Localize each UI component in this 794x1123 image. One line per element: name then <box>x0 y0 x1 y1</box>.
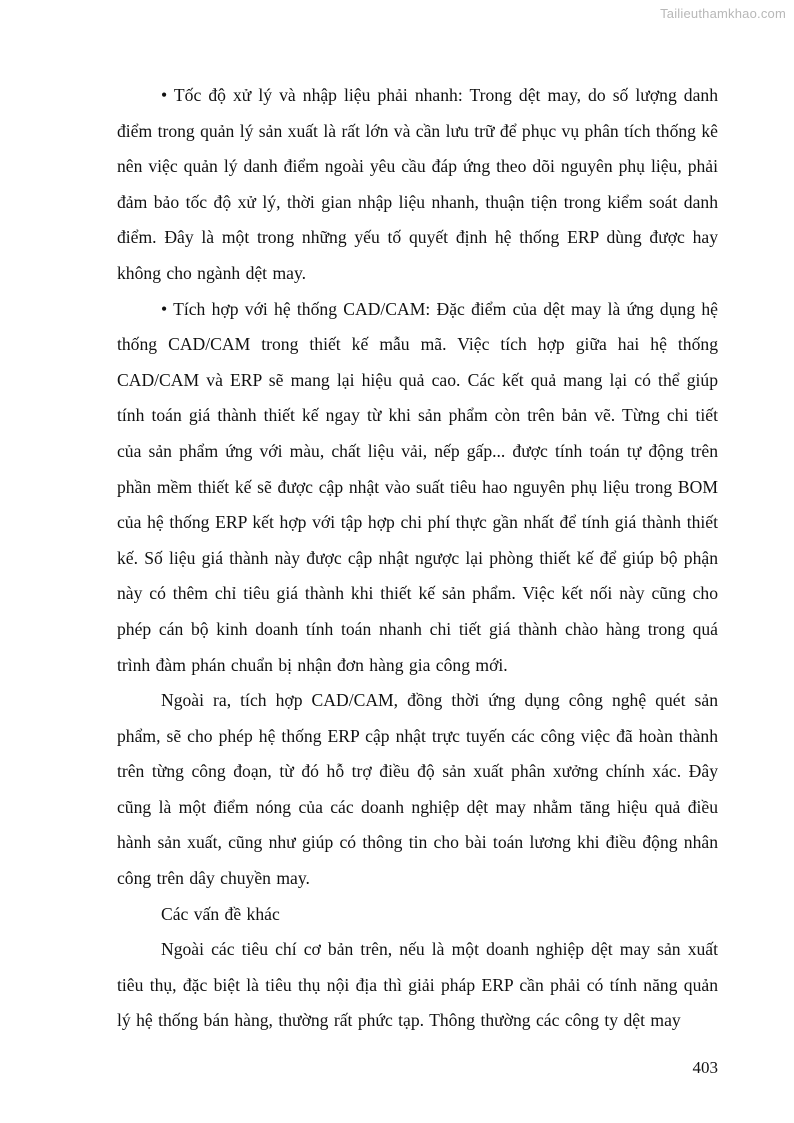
paragraph-cad-cam-integration: • Tích hợp với hệ thống CAD/CAM: Đặc điểm của dệt may là ứng dụng hệ thống CAD/CAM trong thiết kế mẫu mã. Việc tích hợp giữa hai hệ thống CAD/CAM và ERP sẽ mang lại hiệu quả cao. Các kết quả mang lại có thể giúp tính toán giá thành thiết kế ngay từ khi sản phẩm còn trên bản vẽ. Từng chi tiết của sản phẩm ứng với màu, chất liệu vải, nếp gấp... được tính toán tự động trên phần mềm thiết kế sẽ được cập nhật vào suất tiêu hao nguyên phụ liệu trong BOM của hệ thống ERP kết hợp với tập hợp chi phí thực gần nhất để tính giá thành thiết kế. Số liệu giá thành này được cập nhật ngược lại phòng thiết kế để giúp bộ phận này có thêm chỉ tiêu giá thành khi thiết kế sản phẩm. Việc kết nối này cũng cho phép cán bộ kinh doanh tính toán nhanh chi tiết giá thành chào hàng trong quá trình đàm phán chuẩn bị nhận đơn hàng gia công mới. <box>117 298 718 675</box>
watermark-text: Tailieuthamkhao.com <box>660 6 786 21</box>
paragraph-scanning-technology: Ngoài ra, tích hợp CAD/CAM, đồng thời ứng dụng công nghệ quét sản phẩm, sẽ cho phép hệ thống ERP cập nhật trực tuyến các công việc đã hoàn thành trên từng công đoạn, từ đó hỗ trợ điều độ sản xuất phân xưởng chính xác. Đây cũng là một điểm nóng của các doanh nghiệp dệt may nhằm tăng hiệu quả điều hành sản xuất, cũng như giúp có thông tin cho bài toán lương khi điều động nhân công trên dây chuyền may. <box>117 690 718 889</box>
section-heading-other-issues: Các vấn đề khác <box>161 903 280 924</box>
paragraph-processing-speed: • Tốc độ xử lý và nhập liệu phải nhanh: Trong dệt may, do số lượng danh điểm trong quản lý sản xuất là rất lớn và cần lưu trữ để phục vụ phân tích thống kê nên việc quản lý danh điểm ngoài yêu cầu đáp ứng theo dõi nguyên phụ liệu, phải đảm bảo tốc độ xử lý, thời gian nhập liệu nhanh, thuận tiện trong kiểm soát danh điểm. Đây là một trong những yếu tố quyết định hệ thống ERP dùng được hay không cho ngành dệt may. <box>117 85 718 283</box>
paragraph-other-criteria: Ngoài các tiêu chí cơ bản trên, nếu là một doanh nghiệp dệt may sản xuất tiêu thụ, đặc biệt là tiêu thụ nội địa thì giải pháp ERP cần phải có tính năng quản lý hệ thống bán hàng, thường rất phức tạp. Thông thường các công ty dệt may <box>117 939 718 1031</box>
page-number: 403 <box>692 1058 718 1077</box>
document-body <box>117 78 718 1039</box>
